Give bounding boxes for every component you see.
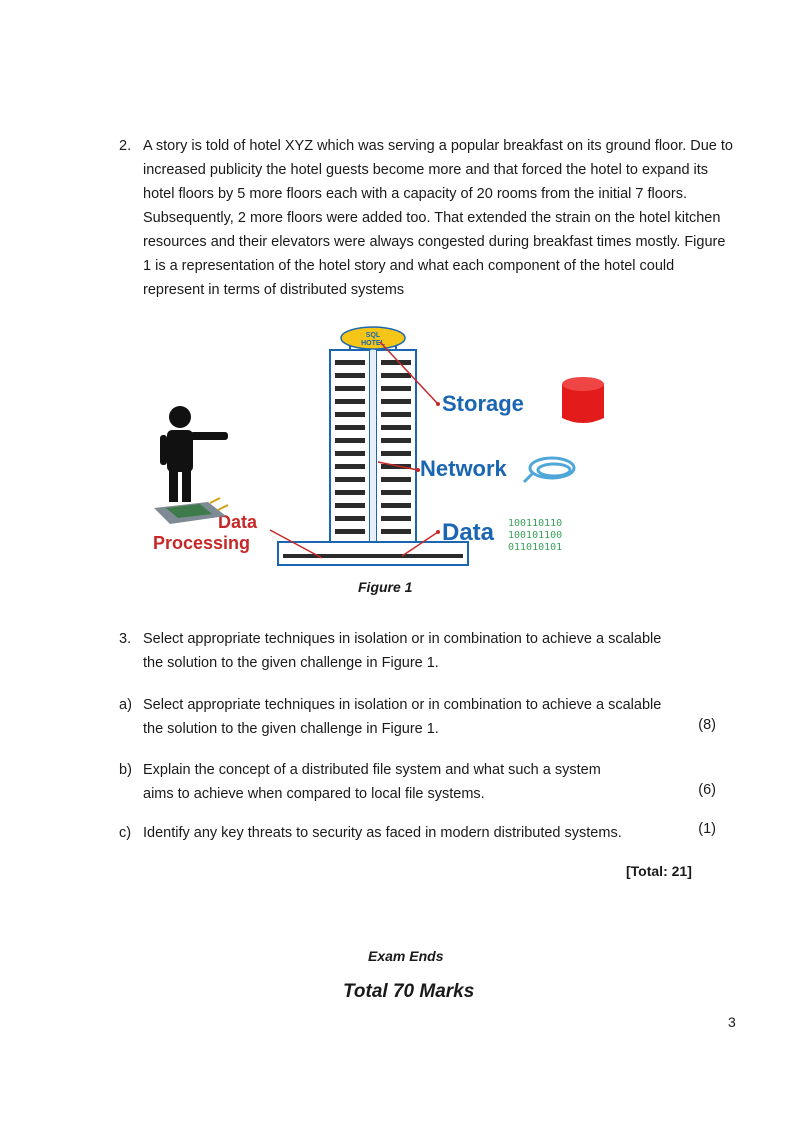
total-marks-text: Total 70 Marks [343, 981, 475, 1002]
sign-text-2: HOTEL [361, 340, 385, 347]
storage-label: Storage [442, 391, 524, 416]
data-processing-label-line1: Data [218, 512, 258, 532]
data-label: Data [442, 519, 495, 546]
question-a-line: Select appropriate techniques in isolation or in combination to achieve a scalable [143, 697, 662, 713]
question-a-marks: (8) [698, 717, 716, 733]
question-a-label: a) [119, 697, 132, 713]
question-b-marks: (6) [698, 782, 716, 798]
network-cable-icon [524, 458, 574, 482]
question-2-line: 1 is a representation of the hotel story and what each component of the hotel could [143, 258, 675, 274]
sign-text-1: SQL [365, 332, 381, 339]
page-number: 3 [728, 1014, 736, 1030]
figure-caption: Figure 1 [358, 579, 413, 595]
question-a-line: the solution to the given challenge in Figure 1. [143, 721, 439, 737]
question-2-line: represent in terms of distributed systems [143, 282, 405, 298]
question-2-line: hotel floors by 5 more floors each with a capacity of 20 rooms from the initial 7 floors. [143, 186, 687, 202]
binary-line: 100101100 [508, 530, 563, 541]
question-2-number: 2. [119, 138, 132, 154]
figure-1-illustration [140, 320, 620, 570]
person-icon [160, 406, 228, 502]
binary-line: 011010101 [508, 542, 563, 553]
question-2-line: increased publicity the hotel guests become more and that forced the hotel to expand its [143, 162, 709, 178]
exam-ends-text: Exam Ends [368, 948, 444, 964]
question-2-line: A story is told of hotel XYZ which was serving a popular breakfast on its ground floor. Due to [143, 138, 733, 154]
question-3-line: Select appropriate techniques in isolation or in combination to achieve a scalable [143, 631, 662, 647]
total-score: [Total: 21] [626, 863, 692, 879]
question-c-label: c) [119, 825, 132, 841]
storage-icon [562, 377, 604, 423]
question-b-line: aims to achieve when compared to local file systems. [143, 786, 485, 802]
hotel-sign [341, 327, 405, 350]
question-c-marks: (1) [698, 821, 716, 837]
network-label: Network [420, 456, 507, 481]
question-3-number: 3. [119, 631, 132, 647]
question-b-label: b) [119, 762, 132, 778]
binary-line: 100110110 [508, 518, 563, 529]
question-2-line: resources and their elevators were always congested during breakfast times mostly. Figure [143, 234, 726, 250]
question-b-line: Explain the concept of a distributed file system and what such a system [143, 762, 601, 778]
question-c-line: Identify any key threats to security as faced in modern distributed systems. [143, 825, 622, 841]
question-3-line: the solution to the given challenge in Figure 1. [143, 655, 439, 671]
data-processing-label-line2: Processing [153, 533, 251, 553]
question-2-line: Subsequently, 2 more floors were added too. That extended the strain on the hotel kitchen [143, 210, 721, 226]
